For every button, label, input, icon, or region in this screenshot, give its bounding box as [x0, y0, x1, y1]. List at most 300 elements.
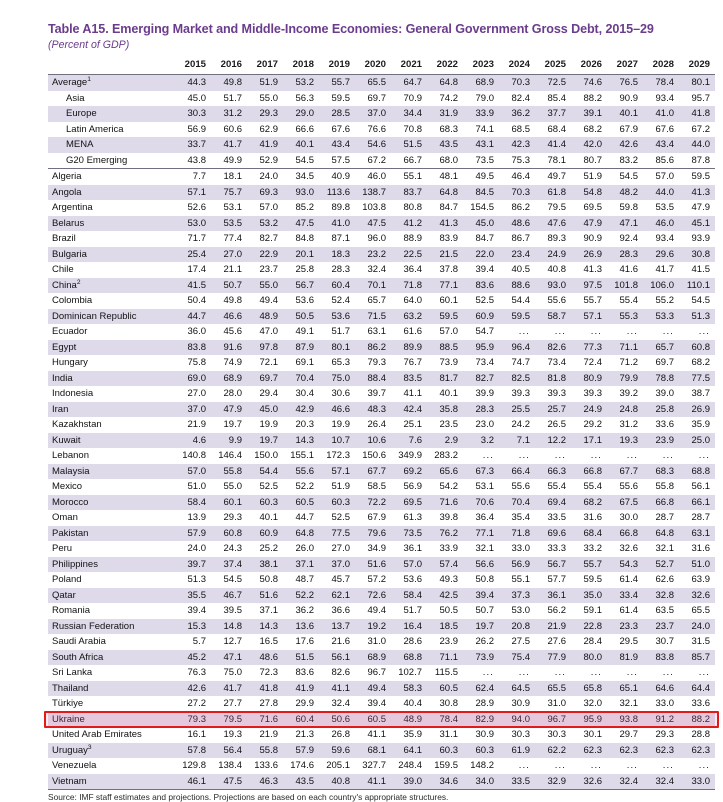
data-cell: 129.8 [175, 758, 211, 774]
data-cell: 54.3 [607, 557, 643, 573]
data-cell: 16.5 [247, 634, 283, 650]
data-cell: 55.6 [499, 479, 535, 495]
data-cell: 69.5 [571, 200, 607, 216]
data-cell: 38.7 [679, 386, 715, 402]
data-cell: 84.5 [463, 185, 499, 201]
data-cell: 77.3 [571, 340, 607, 356]
data-cell: ... [463, 665, 499, 681]
data-cell: 52.5 [319, 510, 355, 526]
data-cell: 31.0 [535, 696, 571, 712]
row-label-text: Iran [52, 403, 69, 415]
data-cell: ... [643, 665, 679, 681]
data-cell: 30.8 [427, 696, 463, 712]
data-cell: 30.3 [535, 727, 571, 743]
data-cell: 39.7 [175, 557, 211, 573]
data-cell: 52.7 [643, 557, 679, 573]
data-cell: 52.2 [283, 588, 319, 604]
row-label-text: Belarus [52, 217, 85, 229]
data-cell: 56.6 [463, 557, 499, 573]
data-cell: 68.4 [571, 526, 607, 542]
data-cell: 55.0 [247, 278, 283, 294]
data-cell: 17.1 [571, 433, 607, 449]
data-cell: 69.1 [283, 355, 319, 371]
row-label [48, 262, 175, 278]
data-cell: 95.9 [463, 340, 499, 356]
data-cell: 33.7 [175, 137, 211, 153]
data-cell: 40.8 [535, 262, 571, 278]
data-cell: 27.5 [499, 634, 535, 650]
data-cell: 53.5 [211, 216, 247, 232]
data-cell: 71.6 [247, 712, 283, 728]
data-cell: 52.9 [247, 153, 283, 169]
data-cell: 47.5 [283, 216, 319, 232]
data-cell: 56.9 [499, 557, 535, 573]
table-row [48, 588, 715, 604]
data-cell: 349.9 [391, 448, 427, 464]
data-cell: 66.1 [679, 495, 715, 511]
data-cell: 68.1 [355, 743, 391, 759]
data-cell: 41.3 [679, 185, 715, 201]
data-cell: 69.0 [175, 371, 211, 387]
data-cell: 69.3 [247, 185, 283, 201]
row-label-text: Bulgaria [52, 248, 87, 260]
data-cell: 77.5 [679, 371, 715, 387]
data-cell: 54.2 [427, 479, 463, 495]
data-cell: 48.9 [247, 309, 283, 325]
data-cell: 37.0 [319, 557, 355, 573]
row-label-text: Kuwait [52, 434, 81, 446]
table-row [48, 247, 715, 263]
row-label [48, 712, 175, 728]
data-cell: 18.5 [427, 619, 463, 635]
data-cell: 65.7 [643, 340, 679, 356]
data-cell: 35.9 [679, 417, 715, 433]
data-cell: 47.5 [355, 216, 391, 232]
data-cell: 47.6 [535, 216, 571, 232]
data-cell: 49.4 [355, 603, 391, 619]
data-cell: 40.8 [319, 774, 355, 790]
data-cell: 106.0 [643, 278, 679, 294]
row-label-text: Vietnam [52, 775, 87, 787]
data-cell: 26.0 [283, 541, 319, 557]
data-cell: 26.9 [679, 402, 715, 418]
data-cell: 41.1 [319, 681, 355, 697]
data-cell: 23.3 [607, 619, 643, 635]
table-row [48, 402, 715, 418]
data-cell: 40.4 [391, 696, 427, 712]
data-cell: 17.6 [283, 634, 319, 650]
column-header-year: 2015 [175, 56, 211, 75]
data-cell: 69.6 [535, 526, 571, 542]
data-cell: 73.5 [391, 526, 427, 542]
data-cell: 12.7 [211, 634, 247, 650]
data-cell: 205.1 [319, 758, 355, 774]
data-cell: 146.4 [211, 448, 247, 464]
data-cell: 69.7 [643, 355, 679, 371]
data-cell: 39.4 [463, 588, 499, 604]
data-cell: 174.6 [283, 758, 319, 774]
data-cell: 25.5 [499, 402, 535, 418]
data-cell: 41.3 [571, 262, 607, 278]
data-cell: 93.9 [679, 231, 715, 247]
data-cell: 32.4 [607, 774, 643, 790]
data-cell: 16.1 [175, 727, 211, 743]
table-row [48, 665, 715, 681]
data-cell: 36.6 [319, 603, 355, 619]
data-cell: 71.6 [427, 495, 463, 511]
row-label-text: Poland [52, 574, 82, 586]
data-cell: 28.4 [571, 634, 607, 650]
data-cell: 42.0 [571, 137, 607, 153]
data-cell: 62.3 [679, 743, 715, 759]
data-cell: 53.3 [643, 309, 679, 325]
row-label-text: Average [52, 77, 88, 89]
data-cell: 138.7 [355, 185, 391, 201]
data-cell: 72.5 [535, 75, 571, 91]
data-cell: 49.3 [427, 572, 463, 588]
data-cell: 27.0 [175, 386, 211, 402]
data-cell: 57.1 [571, 309, 607, 325]
page-subtitle: (Percent of GDP) [48, 39, 130, 51]
row-label [48, 743, 175, 759]
data-cell: 39.0 [643, 386, 679, 402]
row-label-text: Venezuela [52, 760, 97, 772]
data-cell: 30.4 [283, 386, 319, 402]
data-cell: 13.9 [175, 510, 211, 526]
row-label [48, 75, 175, 91]
data-cell: ... [499, 324, 535, 340]
data-cell: 67.3 [463, 464, 499, 480]
data-cell: 54.5 [283, 153, 319, 169]
data-cell: 41.2 [391, 216, 427, 232]
data-cell: 32.6 [571, 774, 607, 790]
table-container [0, 56, 723, 790]
data-cell: 43.8 [175, 153, 211, 169]
data-cell: 54.4 [247, 464, 283, 480]
row-label-text: Algeria [52, 171, 82, 183]
data-cell: 56.9 [175, 122, 211, 138]
data-cell: 20.3 [283, 417, 319, 433]
data-cell: 33.0 [679, 774, 715, 790]
data-cell: 52.5 [247, 479, 283, 495]
data-cell: 28.0 [211, 386, 247, 402]
data-cell: 41.8 [247, 681, 283, 697]
column-header-year: 2020 [355, 56, 391, 75]
data-cell: 55.4 [571, 479, 607, 495]
data-cell: 57.0 [247, 200, 283, 216]
table-row [48, 696, 715, 712]
data-cell: 29.3 [643, 727, 679, 743]
data-cell: 59.6 [319, 743, 355, 759]
data-cell: 55.8 [247, 743, 283, 759]
data-cell: 50.4 [175, 293, 211, 309]
data-cell: 47.1 [607, 216, 643, 232]
data-cell: 97.8 [247, 340, 283, 356]
data-cell: 79.5 [211, 712, 247, 728]
data-cell: 45.0 [463, 216, 499, 232]
data-cell: 32.1 [643, 541, 679, 557]
data-cell: 41.9 [247, 137, 283, 153]
data-cell: 62.2 [535, 743, 571, 759]
data-cell: 58.7 [535, 309, 571, 325]
data-cell: 33.9 [427, 541, 463, 557]
data-cell: 24.9 [571, 402, 607, 418]
data-cell: 36.0 [175, 324, 211, 340]
data-cell: 93.4 [643, 231, 679, 247]
table-row [48, 774, 715, 790]
data-cell: 58.4 [391, 588, 427, 604]
row-label [48, 231, 175, 247]
data-cell: 55.6 [535, 293, 571, 309]
table-row [48, 417, 715, 433]
data-cell: 40.5 [499, 262, 535, 278]
data-cell: 45.0 [247, 402, 283, 418]
data-cell: 85.7 [679, 650, 715, 666]
data-cell: 48.6 [247, 650, 283, 666]
row-label-text: China [52, 279, 77, 291]
data-cell: 76.2 [427, 526, 463, 542]
data-cell: 32.6 [679, 588, 715, 604]
data-cell: 24.0 [175, 541, 211, 557]
row-label [48, 402, 175, 418]
footnote-marker: 1 [87, 76, 91, 84]
data-cell: 19.7 [211, 417, 247, 433]
column-header-year: 2023 [463, 56, 499, 75]
data-cell: 327.7 [355, 758, 391, 774]
data-cell: 23.0 [463, 417, 499, 433]
row-label [48, 681, 175, 697]
debt-table [48, 56, 715, 790]
data-cell: 65.5 [355, 75, 391, 91]
data-cell: 78.4 [643, 75, 679, 91]
data-cell: 17.4 [175, 262, 211, 278]
data-cell: 19.7 [247, 433, 283, 449]
data-cell: 88.6 [499, 278, 535, 294]
data-cell: 44.0 [643, 185, 679, 201]
table-source-note: Source: IMF staff estimates and projections. Projections are based on each country's appropriate structures. [48, 792, 449, 802]
data-cell: 19.9 [319, 417, 355, 433]
row-label [48, 91, 175, 107]
data-cell: 22.0 [463, 247, 499, 263]
data-cell: 80.7 [571, 153, 607, 169]
data-cell: 75.3 [499, 153, 535, 169]
data-cell: 36.2 [499, 106, 535, 122]
data-cell: 66.8 [643, 495, 679, 511]
data-cell: 26.5 [535, 417, 571, 433]
data-cell: 60.1 [211, 495, 247, 511]
data-cell: 87.9 [283, 340, 319, 356]
data-cell: 71.1 [607, 340, 643, 356]
data-cell: 41.5 [175, 278, 211, 294]
data-cell: 52.6 [175, 200, 211, 216]
data-cell: ... [499, 665, 535, 681]
data-cell: 83.9 [427, 231, 463, 247]
data-cell: 74.9 [211, 355, 247, 371]
data-cell: 29.3 [247, 106, 283, 122]
table-row [48, 216, 715, 232]
row-label-text: Morocco [52, 496, 89, 508]
data-cell: 45.1 [679, 216, 715, 232]
table-head [48, 56, 715, 75]
data-cell: 82.5 [499, 371, 535, 387]
data-cell: 41.9 [283, 681, 319, 697]
data-cell: 46.0 [643, 216, 679, 232]
data-cell: 25.4 [175, 247, 211, 263]
data-cell: 29.7 [607, 727, 643, 743]
data-cell: 83.8 [643, 650, 679, 666]
data-cell: 51.0 [679, 557, 715, 573]
data-cell: 70.4 [283, 371, 319, 387]
data-cell: ... [499, 448, 535, 464]
data-cell: 54.4 [499, 293, 535, 309]
data-cell: 69.2 [391, 464, 427, 480]
data-cell: 34.6 [427, 774, 463, 790]
data-cell: 32.0 [571, 696, 607, 712]
table-body [48, 75, 715, 790]
row-label-text: Colombia [52, 295, 93, 307]
data-cell: 40.1 [607, 106, 643, 122]
data-cell: 95.7 [679, 91, 715, 107]
row-label [48, 309, 175, 325]
row-label [48, 634, 175, 650]
row-label [48, 137, 175, 153]
row-label-text: Ecuador [52, 326, 88, 338]
table-row [48, 479, 715, 495]
data-cell: 28.3 [463, 402, 499, 418]
data-cell: 14.3 [283, 433, 319, 449]
data-cell: 57.9 [175, 526, 211, 542]
data-cell: 30.7 [643, 634, 679, 650]
column-header-year: 2025 [535, 56, 571, 75]
data-cell: 79.0 [463, 91, 499, 107]
data-cell: 49.7 [535, 169, 571, 185]
data-cell: 39.4 [463, 262, 499, 278]
table-row [48, 758, 715, 774]
data-cell: 46.0 [355, 169, 391, 185]
row-label-text: Indonesia [52, 388, 94, 400]
data-cell: 83.7 [391, 185, 427, 201]
data-cell: 54.5 [211, 572, 247, 588]
data-cell: 97.5 [571, 278, 607, 294]
data-cell: 83.8 [175, 340, 211, 356]
data-cell: 64.8 [427, 75, 463, 91]
data-cell: 2.9 [427, 433, 463, 449]
data-cell: 57.0 [643, 169, 679, 185]
data-cell: 34.0 [463, 774, 499, 790]
row-label [48, 386, 175, 402]
data-cell: 62.9 [247, 122, 283, 138]
data-cell: 68.2 [679, 355, 715, 371]
data-cell: 45.0 [175, 91, 211, 107]
data-cell: 57.2 [355, 572, 391, 588]
data-cell: 87.8 [679, 153, 715, 169]
data-cell: 23.7 [643, 619, 679, 635]
data-cell: 60.1 [427, 293, 463, 309]
row-label-text: South Africa [52, 651, 104, 663]
data-cell: 77.9 [535, 650, 571, 666]
data-cell: 15.3 [175, 619, 211, 635]
data-cell: 65.1 [607, 681, 643, 697]
row-label-text: Egypt [52, 341, 77, 353]
data-cell: 68.9 [355, 650, 391, 666]
row-label [48, 293, 175, 309]
data-cell: 54.6 [355, 137, 391, 153]
data-cell: ... [607, 448, 643, 464]
row-label-text: Argentina [52, 202, 93, 214]
row-label [48, 200, 175, 216]
data-cell: 44.3 [175, 75, 211, 91]
data-cell: 87.1 [319, 231, 355, 247]
data-cell: 82.9 [463, 712, 499, 728]
data-cell: 44.0 [679, 137, 715, 153]
data-cell: 42.5 [427, 588, 463, 604]
table-row [48, 433, 715, 449]
data-cell: 42.9 [283, 402, 319, 418]
data-cell: 46.3 [247, 774, 283, 790]
data-cell: 43.5 [427, 137, 463, 153]
data-cell: 16.4 [391, 619, 427, 635]
data-cell: 67.7 [607, 464, 643, 480]
data-cell: 53.6 [391, 572, 427, 588]
data-cell: 49.1 [283, 324, 319, 340]
data-cell: 43.4 [319, 137, 355, 153]
data-cell: 50.7 [463, 603, 499, 619]
data-cell: 42.6 [175, 681, 211, 697]
data-cell: 77.4 [211, 231, 247, 247]
data-cell: 88.5 [427, 340, 463, 356]
data-cell: 67.9 [355, 510, 391, 526]
data-cell: 283.2 [427, 448, 463, 464]
row-label [48, 355, 175, 371]
data-cell: 59.5 [571, 572, 607, 588]
data-cell: 57.0 [427, 324, 463, 340]
data-cell: 55.8 [643, 479, 679, 495]
data-cell: 51.9 [319, 479, 355, 495]
data-cell: 20.1 [283, 247, 319, 263]
data-cell: ... [571, 665, 607, 681]
table-row [48, 448, 715, 464]
data-cell: 40.1 [247, 510, 283, 526]
data-cell: 22.5 [391, 247, 427, 263]
data-cell: 44.7 [283, 510, 319, 526]
data-cell: ... [679, 665, 715, 681]
data-cell: 138.4 [211, 758, 247, 774]
data-cell: 80.0 [571, 650, 607, 666]
data-cell: 76.3 [175, 665, 211, 681]
data-cell: 26.2 [463, 634, 499, 650]
title-block [0, 0, 723, 56]
data-cell: 56.9 [391, 479, 427, 495]
data-cell: 79.6 [355, 526, 391, 542]
data-cell: 79.3 [175, 712, 211, 728]
data-cell: 42.3 [499, 137, 535, 153]
data-cell: 21.3 [283, 727, 319, 743]
data-cell: 32.6 [607, 541, 643, 557]
data-cell: 248.4 [391, 758, 427, 774]
data-cell: 67.6 [643, 122, 679, 138]
data-cell: 74.2 [427, 91, 463, 107]
data-cell: 73.9 [463, 650, 499, 666]
data-cell: 33.9 [463, 106, 499, 122]
row-label [48, 650, 175, 666]
table-row [48, 91, 715, 107]
data-cell: 65.3 [319, 355, 355, 371]
row-label-text: Chile [52, 264, 74, 276]
data-cell: 21.6 [319, 634, 355, 650]
data-cell: 41.7 [211, 681, 247, 697]
data-cell: 28.7 [679, 510, 715, 526]
data-cell: 89.8 [319, 200, 355, 216]
